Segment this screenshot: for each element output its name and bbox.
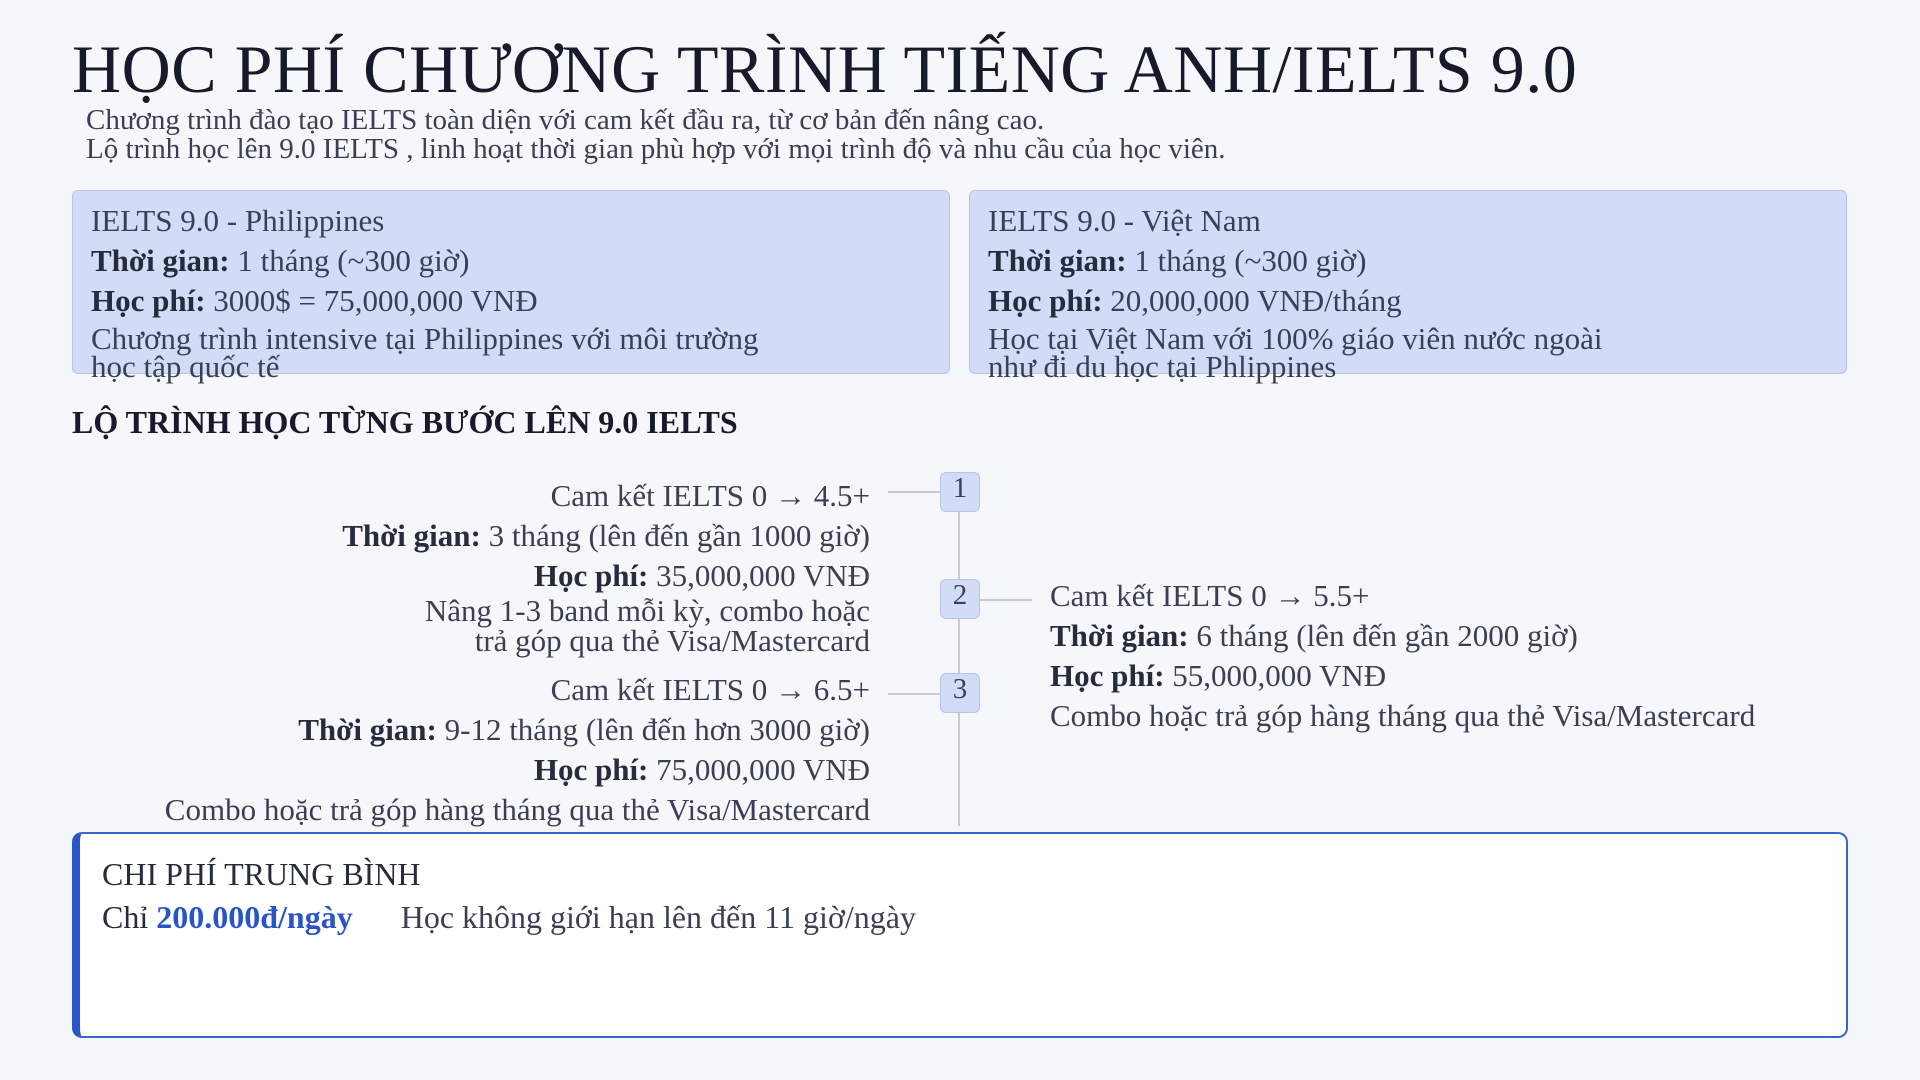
step-fee [342, 556, 870, 596]
step-desc-line: Combo hoặc trả góp hàng tháng qua thẻ Visa/Mastercard [164, 792, 870, 827]
card-fee [91, 281, 931, 321]
step-time [1050, 616, 1755, 656]
card-description [988, 321, 1828, 384]
fee-value: 35,000,000 VNĐ [656, 558, 870, 593]
fee-label: Học phí: [988, 283, 1103, 318]
step-fee [1050, 656, 1755, 696]
desc-line: Chương trình intensive tại Philippines với môi trường [91, 321, 759, 356]
roadmap-title: LỘ TRÌNH HỌC TỪNG BƯỚC LÊN 9.0 IELTS [72, 404, 738, 440]
desc-line: học tập quốc tế [91, 349, 280, 384]
timeline-line [958, 490, 960, 826]
subtitle-line: Lộ trình học lên 9.0 IELTS , linh hoạt thời gian phù hợp với mọi trình độ và nhu cầu của học viên. [86, 133, 1226, 165]
fee-value: 3000$ = 75,000,000 VNĐ [213, 283, 538, 318]
card-fee [988, 281, 1828, 321]
page-subtitle [86, 106, 1226, 164]
time-label: Thời gian: [91, 243, 230, 278]
fee-label: Học phí: [91, 283, 206, 318]
step-number-badge: 2 [940, 579, 980, 619]
program-card-vietnam [969, 190, 1847, 384]
subtitle-line: Chương trình đào tạo IELTS toàn diện với cam kết đầu ra, từ cơ bản đến nâng cao. [86, 104, 1045, 136]
fee-label: Học phí: [533, 558, 649, 593]
desc-line: Học tại Việt Nam với 100% giáo viên nước ngoài [988, 321, 1603, 356]
step-number-badge: 1 [940, 472, 980, 512]
time-label: Thời gian: [342, 518, 481, 553]
timeline-connector [888, 491, 940, 493]
fee-value: 75,000,000 VNĐ [656, 752, 870, 787]
daily-price: 200.000đ/ngày [156, 899, 353, 935]
time-value: 9-12 tháng (lên đến hơn 3000 giờ) [444, 712, 870, 747]
timeline-connector [888, 693, 940, 695]
average-cost-box [72, 832, 1848, 1038]
summary-title: CHI PHÍ TRUNG BÌNH [102, 856, 421, 892]
time-label: Thời gian: [1050, 618, 1189, 653]
card-description [91, 321, 931, 384]
time-value: 3 tháng (lên đến gần 1000 giờ) [488, 518, 870, 553]
desc-line: như đi du học tại Phlippines [988, 349, 1337, 384]
roadmap-step-1 [342, 476, 870, 656]
time-label: Thời gian: [298, 712, 437, 747]
card-time [988, 241, 1828, 281]
fee-value: 55,000,000 VNĐ [1172, 658, 1387, 693]
price-prefix: Chỉ [102, 899, 149, 935]
step-number-badge: 3 [940, 673, 980, 713]
step-commit: Cam kết IELTS 0 → 4.5+ [550, 478, 870, 513]
step-desc-line: trả góp qua thẻ Visa/Mastercard [474, 623, 870, 658]
time-value: 6 tháng (lên đến gần 2000 giờ) [1196, 618, 1578, 653]
step-commit: Cam kết IELTS 0 → 5.5+ [1050, 578, 1370, 613]
card-time [91, 241, 931, 281]
card-title: IELTS 9.0 - Việt Nam [988, 203, 1261, 238]
card-title: IELTS 9.0 - Philippines [91, 203, 385, 238]
time-label: Thời gian: [988, 243, 1127, 278]
roadmap-step-3 [165, 670, 870, 830]
page-title: HỌC PHÍ CHƯƠNG TRÌNH TIẾNG ANH/IELTS 9.0 [72, 31, 1578, 107]
fee-value: 20,000,000 VNĐ/tháng [1110, 283, 1402, 318]
step-time [165, 710, 870, 750]
summary-row [102, 899, 1824, 936]
summary-note: Học không giới hạn lên đến 11 giờ/ngày [400, 899, 916, 935]
step-desc-line: Nâng 1-3 band mỗi kỳ, combo hoặc [424, 593, 870, 628]
step-fee [165, 750, 870, 790]
step-commit: Cam kết IELTS 0 → 6.5+ [550, 672, 870, 707]
timeline-connector [980, 599, 1032, 601]
fee-label: Học phí: [1050, 658, 1165, 693]
step-desc-line: Combo hoặc trả góp hàng tháng qua thẻ Visa/Mastercard [1050, 698, 1756, 733]
program-card-philippines [72, 190, 950, 384]
fee-label: Học phí: [533, 752, 649, 787]
step-time [342, 516, 870, 556]
time-value: 1 tháng (~300 giờ) [1134, 243, 1367, 278]
time-value: 1 tháng (~300 giờ) [237, 243, 470, 278]
roadmap-step-2 [1050, 576, 1755, 736]
